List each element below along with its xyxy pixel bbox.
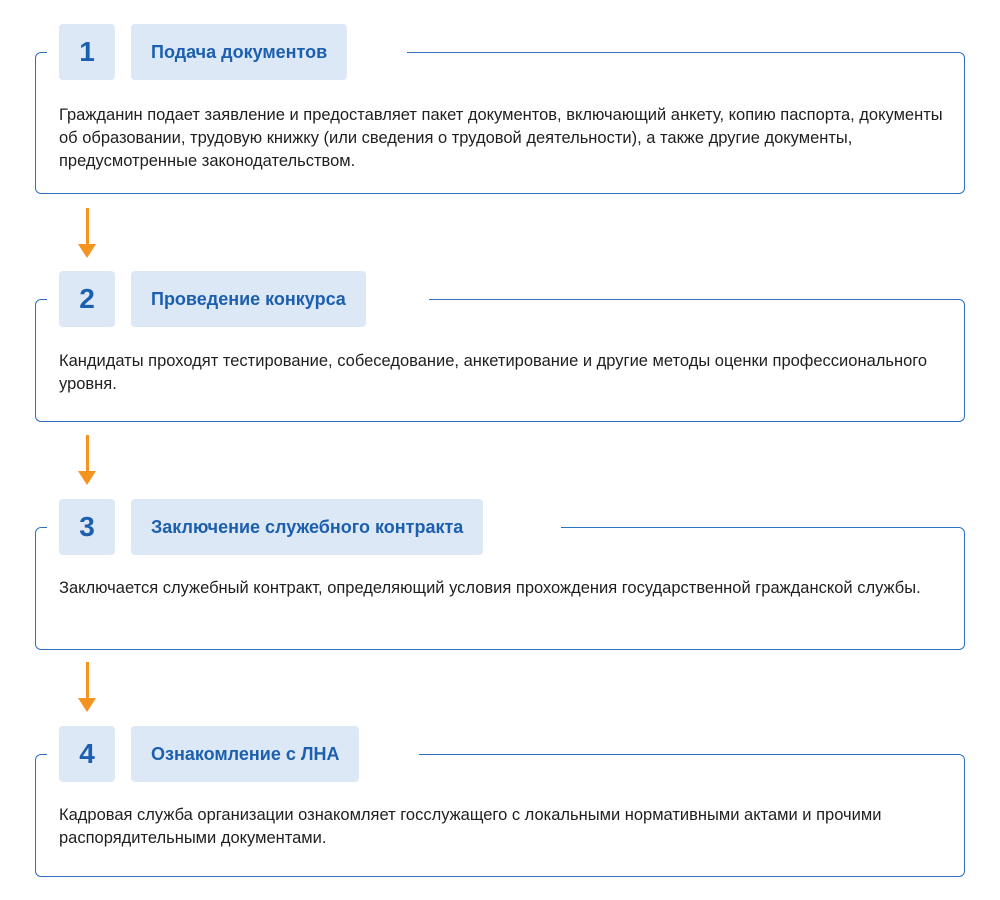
arrow-down-icon: [78, 435, 96, 485]
step-4: [35, 726, 965, 877]
step-4-title: Ознакомление с ЛНА: [131, 726, 359, 782]
step-4-number: 4: [59, 726, 115, 782]
step-1: [35, 24, 965, 194]
step-3-title: Заключение служебного контракта: [131, 499, 483, 555]
step-1-number: 1: [59, 24, 115, 80]
step-2: [35, 271, 965, 422]
arrow-down-icon: [78, 208, 96, 258]
step-2-text: Кандидаты проходят тестирование, собеседование, анкетирование и другие методы оценки профессионального уровня.: [59, 352, 928, 393]
step-3: [35, 499, 965, 650]
step-1-title: Подача документов: [131, 24, 347, 80]
step-3-text: Заключается служебный контракт, определяющий условия прохождения государственной гражданской службы.: [59, 579, 921, 597]
step-4-text: Кадровая служба организации ознакомляет госслужащего с локальными нормативными актами и прочими распорядительными документами.: [59, 806, 882, 847]
step-2-number: 2: [59, 271, 115, 327]
arrow-down-icon: [78, 662, 96, 712]
step-1-text: Гражданин подает заявление и предоставляет пакет документов, включающий анкету, копию паспорта, документы об образовании, трудовую книжку (или сведения о трудовой деятельности), а также другие документы, предусмотренные законодательством.: [59, 106, 943, 170]
step-3-number: 3: [59, 499, 115, 555]
step-2-title: Проведение конкурса: [131, 271, 366, 327]
